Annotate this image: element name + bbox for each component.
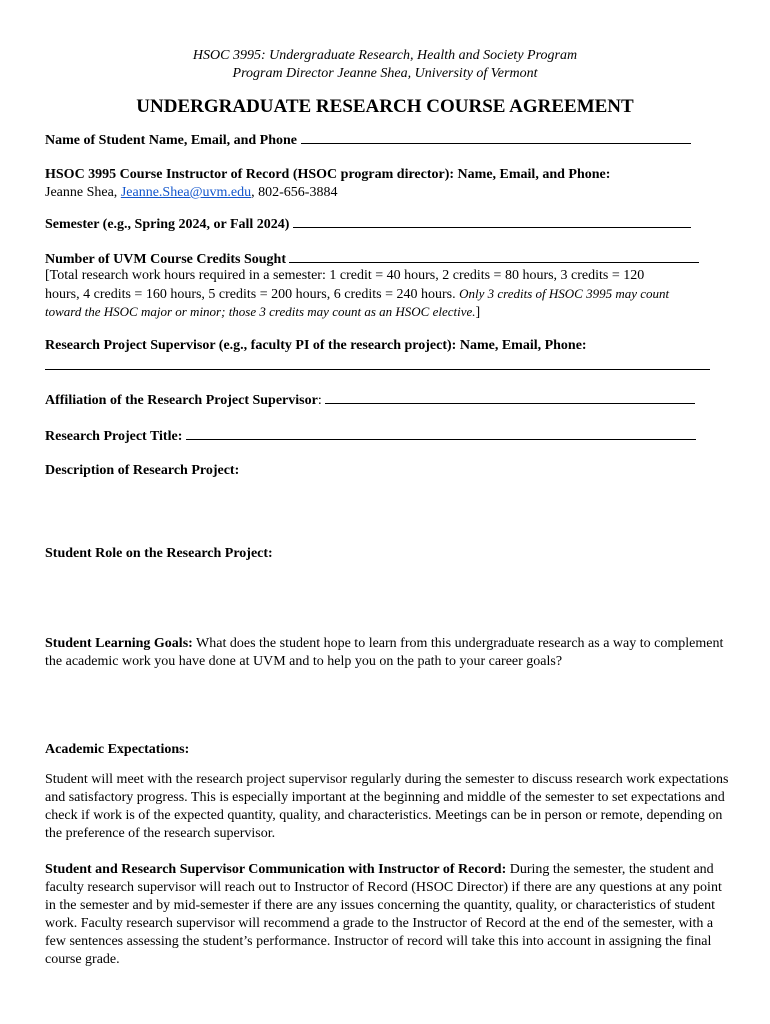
credits-note-line-1: [Total research work hours required in a semester: 1 credit = 40 hours, 2 credits = 80 hours, 3 credits = 120 (45, 268, 645, 283)
student-field-label: Name of Student Name, Email, and Phone (45, 133, 298, 148)
credits-note-line-2 (45, 285, 669, 304)
course-header-line: HSOC 3995: Undergraduate Research, Health and Society Program (192, 48, 578, 63)
affiliation-field-row (45, 390, 695, 410)
learning-goals-text: What does the student hope to learn from this undergraduate research as a way to complement the academic work you have done at UVM and to help you on the path to your career goals? (45, 636, 724, 669)
instructor-email-link[interactable]: Jeanne.Shea@uvm.edu (120, 185, 252, 200)
affiliation-field-label: Affiliation of the Research Project Supervisor (45, 393, 318, 408)
credits-note-hours: hours, 4 credits = 160 hours, 5 credits = 200 hours, 6 credits = 240 hours. (45, 287, 456, 302)
credits-note-limit: Only 3 credits of HSOC 3995 may count (459, 286, 670, 301)
communication-label: Student and Research Supervisor Communication with Instructor of Record: (45, 862, 507, 877)
academic-expectations-text: Student will meet with the research project supervisor regularly during the semester to discuss research work expectations and satisfactory progress. This is especially important at the beginning and middle of the semester to set expectations and check if work is of the expected quantity, quality, and characteristics. Meetings can be in person or remote, depending on the preference of the research supervisor. (45, 772, 729, 841)
instructor-phone: , 802-656-3884 (251, 185, 338, 200)
instructor-name: Jeanne Shea, (45, 185, 118, 200)
affiliation-field-blank[interactable] (325, 390, 695, 404)
academic-expectations-heading: Academic Expectations: (45, 742, 190, 757)
project-title-row (45, 426, 696, 446)
student-field-blank[interactable] (301, 130, 691, 144)
page-title: UNDERGRADUATE RESEARCH COURSE AGREEMENT (136, 96, 634, 117)
instructor-contact-row (45, 184, 337, 202)
description-label: Description of Research Project: (45, 463, 240, 478)
credits-note-line-3 (45, 303, 480, 322)
student-role-label: Student Role on the Research Project: (45, 546, 273, 561)
project-title-label: Research Project Title: (45, 429, 183, 444)
credits-field-row (45, 249, 699, 269)
director-header-line: Program Director Jeanne Shea, University of Vermont (232, 66, 538, 81)
credits-note-close: ] (475, 305, 481, 320)
communication-paragraph (45, 861, 730, 969)
project-title-blank[interactable] (186, 426, 696, 440)
credits-field-label: Number of UVM Course Credits Sought (45, 252, 286, 267)
supervisor-field-row (45, 337, 587, 355)
semester-field-blank[interactable] (293, 214, 691, 228)
instructor-field-row (45, 166, 610, 184)
credits-note-elective: toward the HSOC major or minor; those 3 credits may count as an HSOC elective. (45, 304, 476, 319)
instructor-field-label: HSOC 3995 Course Instructor of Record (HSOC program director): Name, Email, and Phone: (45, 167, 611, 182)
credits-field-blank[interactable] (289, 249, 699, 263)
affiliation-colon: : (317, 393, 322, 408)
learning-goals-paragraph (45, 635, 730, 671)
semester-field-row (45, 214, 691, 234)
communication-text: During the semester, the student and faculty research supervisor will reach out to Instructor of Record (HSOC Director) if there are any questions at any point in the semester and by mid-semester if there are any issues concerning the quantity, quality, or characteristics of student work. Faculty research supervisor will recommend a grade to the Instructor of Record at the end of the semester, with a few sentences assessing the student’s performance. Instructor of record will take this into account in assigning the final course grade. (45, 862, 722, 967)
supervisor-field-blank[interactable] (45, 369, 710, 370)
supervisor-field-label: Research Project Supervisor (e.g., faculty PI of the research project): Name, Email, Phone: (45, 338, 587, 353)
learning-goals-label: Student Learning Goals: (45, 636, 193, 651)
semester-field-label: Semester (e.g., Spring 2024, or Fall 2024) (45, 217, 290, 232)
student-field-row (45, 130, 691, 150)
